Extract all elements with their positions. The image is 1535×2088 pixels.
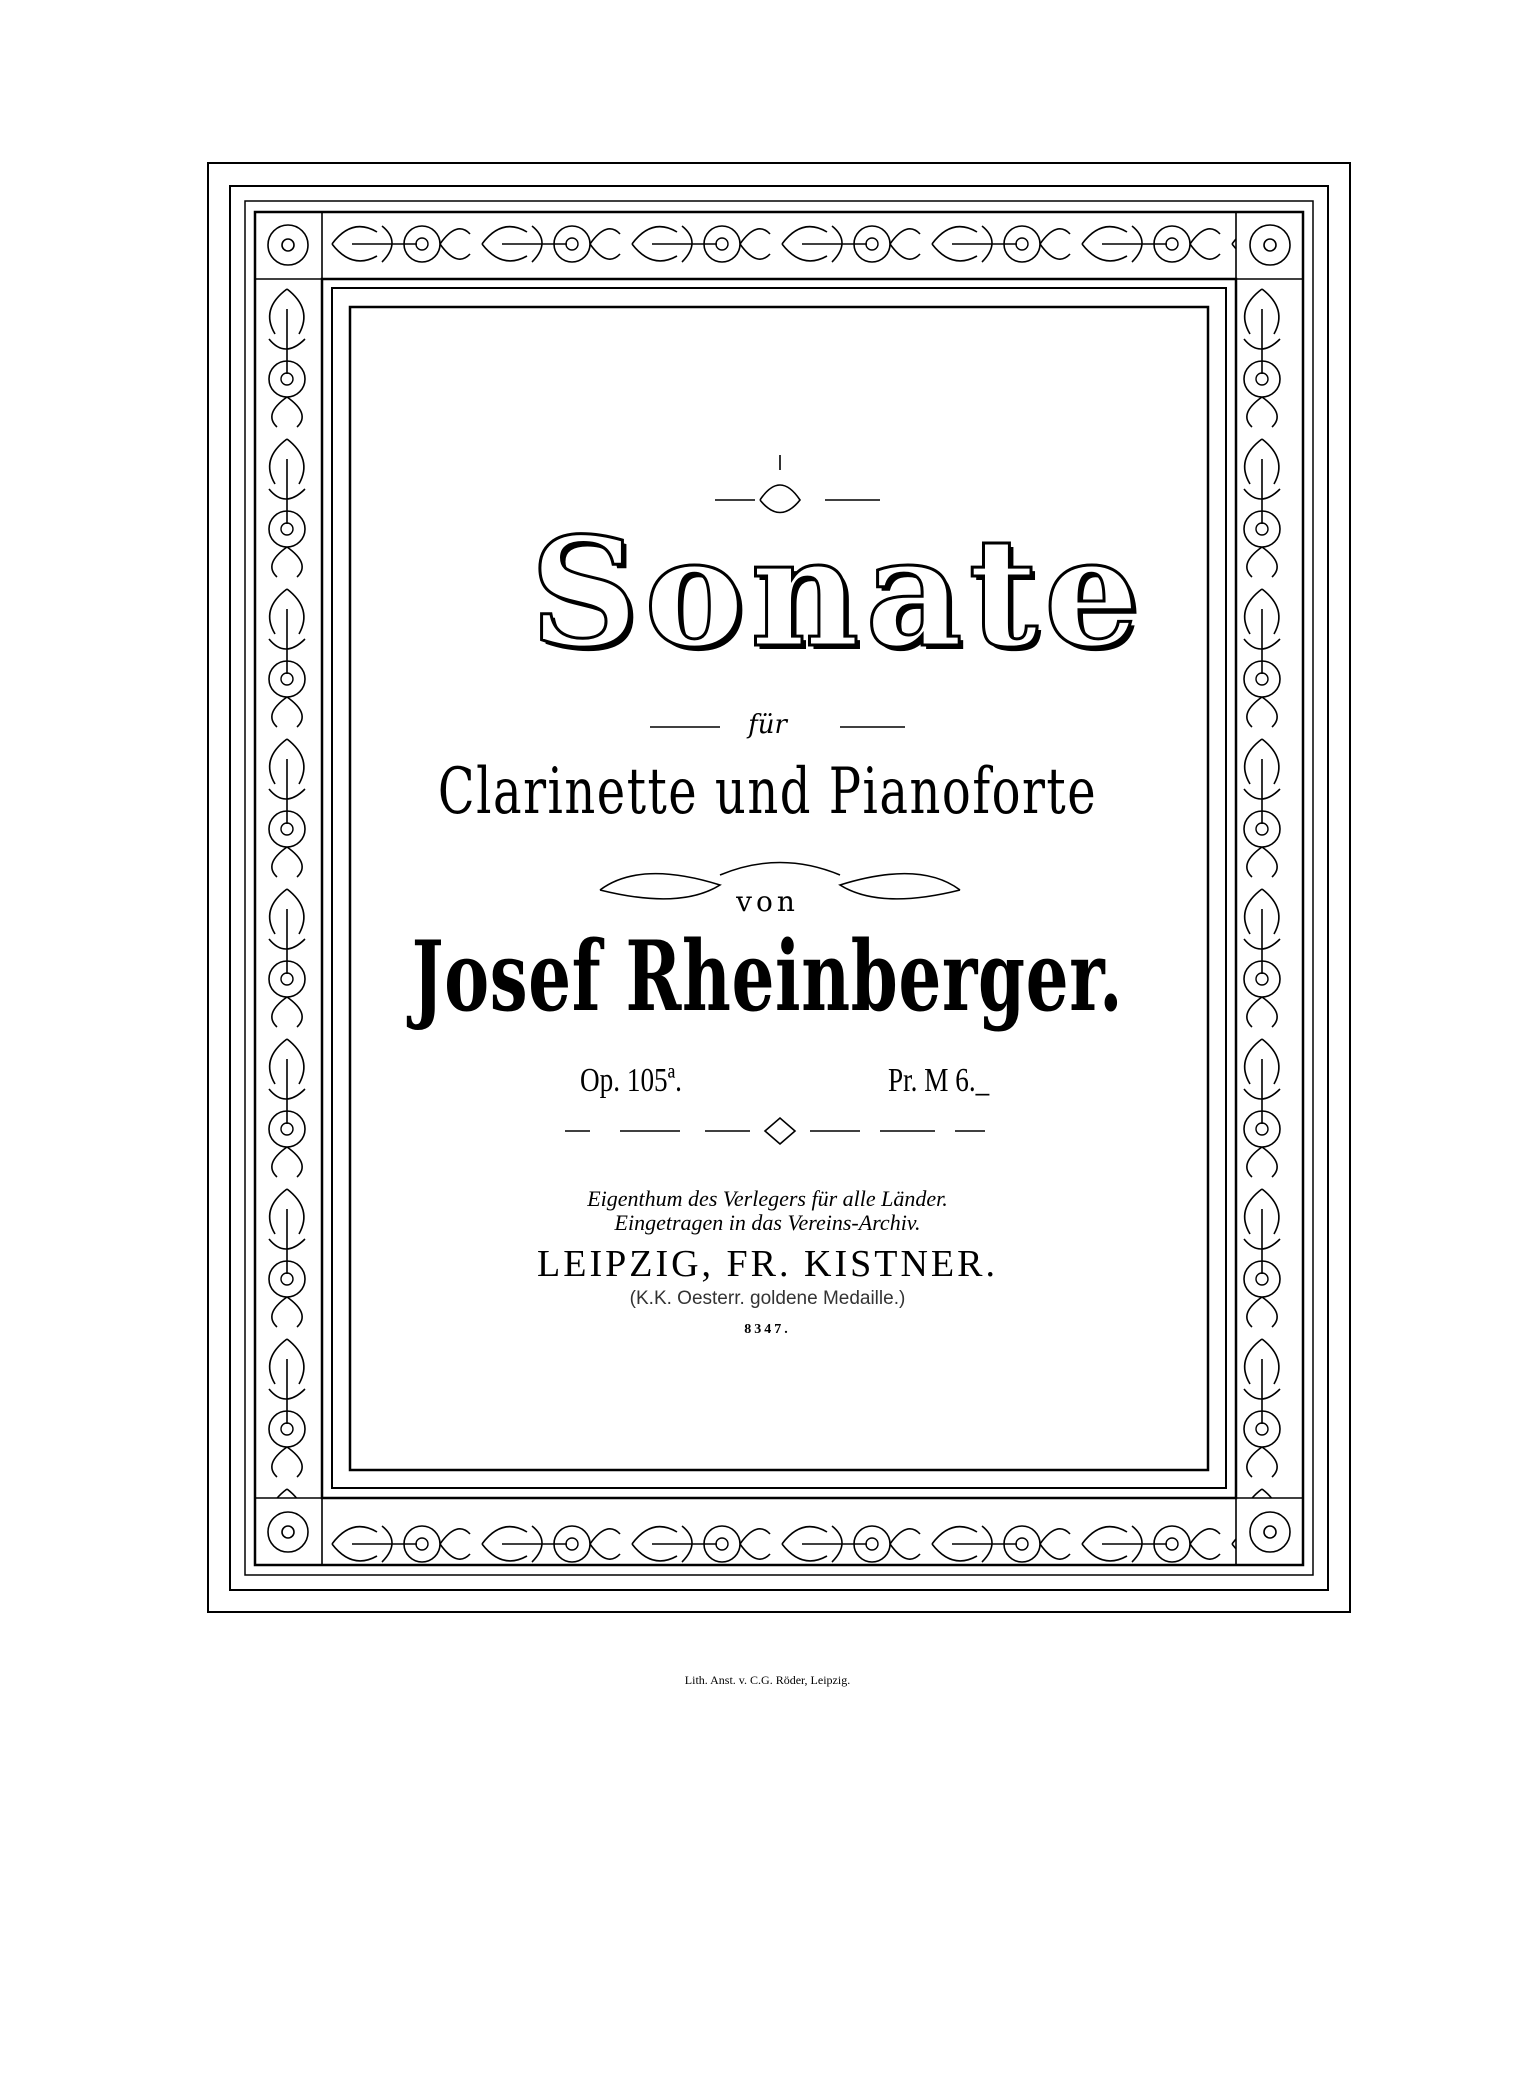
price: Pr. M 6._ <box>888 1062 990 1099</box>
rights-line-2: Eingetragen in das Vereins-Archiv. <box>614 1210 921 1235</box>
composer-name: Josef Rheinberger. <box>411 920 1124 1033</box>
instruments: Clarinette und Pianoforte <box>437 755 1098 829</box>
publisher: LEIPZIG, FR. KISTNER. <box>537 1243 998 1285</box>
by-word: von <box>736 885 799 918</box>
rights-line-1: Eigenthum des Verlegers für alle Länder. <box>587 1186 948 1211</box>
title: Sonate <box>530 505 1146 681</box>
for-word: für <box>748 710 787 740</box>
lithographer-credit: Lith. Anst. v. C.G. Röder, Leipzig. <box>684 1673 851 1687</box>
plate-number: 8347. <box>744 1322 791 1337</box>
opus-number: Op. 105ª. <box>580 1062 682 1099</box>
medal-note: (K.K. Oesterr. goldene Medaille.) <box>629 1288 906 1309</box>
